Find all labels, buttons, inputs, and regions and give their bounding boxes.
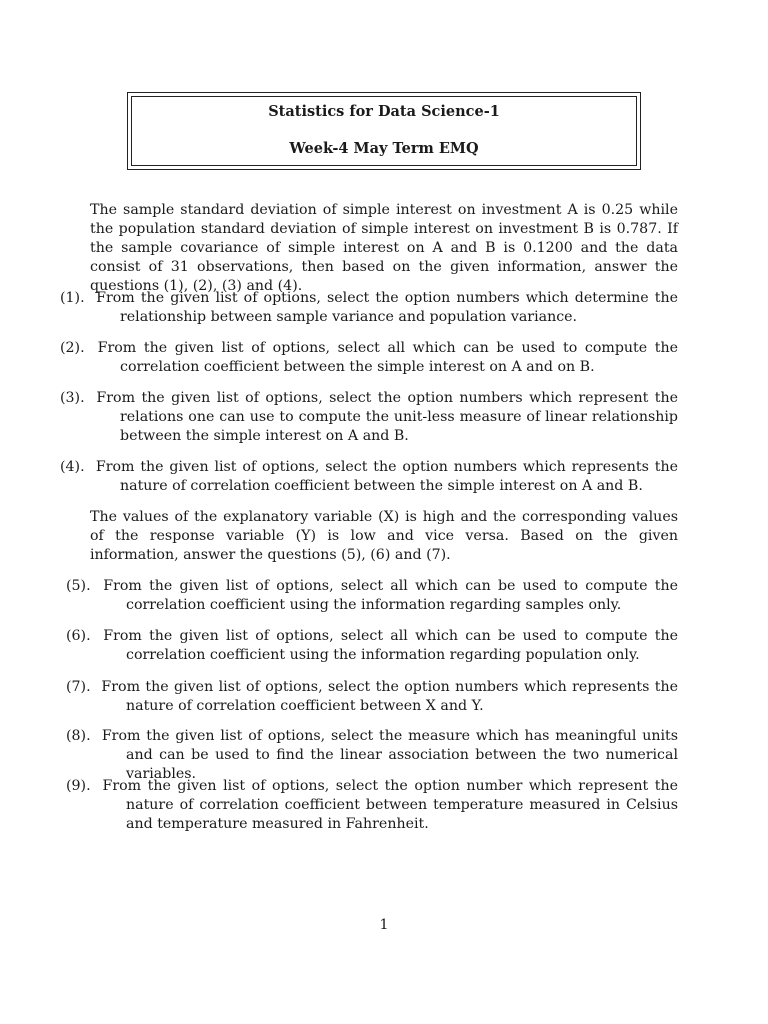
question-1: (1). From the given list of options, select the option numbers which determine the relationship between sample variance and population variance. — [60, 290, 678, 325]
question-text: From the given list of options, select the measure which has meaningful units and can be used to find the linear association between the two numerical variables. — [101, 728, 678, 782]
question-8: (8). From the given list of options, select the measure which has meaningful units and can be used to find the linear association between the two numerical variables. — [66, 728, 678, 782]
course-title: Statistics for Data Science-1 — [268, 103, 500, 120]
question-9: (9). From the given list of options, select the option number which represent the nature of correlation coefficient between temperature measured in Celsius and temperature measured in Fahrenheit. — [66, 778, 678, 832]
question-2: (2). From the given list of options, select all which can be used to compute the correlation coefficient between the simple interest on A and on B. — [60, 340, 679, 375]
question-text: From the given list of options, select all which can be used to compute the correlation coefficient using the information regarding samples only. — [103, 578, 678, 613]
question-6: (6). From the given list of options, select all which can be used to compute the correlation coefficient using the information regarding population only. — [66, 628, 678, 663]
question-text: From the given list of options, select all which can be used to compute the correlation coefficient using the information regarding population only. — [103, 628, 678, 663]
intro-paragraph-2: The values of the explanatory variable (X) is high and the corresponding values of the response variable (Y) is low and vice versa. Based on the given information, answer the questions (5), (6) and (7). — [90, 509, 678, 563]
question-5: (5). From the given list of options, select all which can be used to compute the correlation coefficient using the information regarding samples only. — [66, 578, 678, 613]
question-4: (4). From the given list of options, select the option numbers which represents the nature of correlation coefficient between the simple interest on A and B. — [60, 459, 678, 494]
question-text: From the given list of options, select all which can be used to compute the correlation coefficient between the simple interest on A and on B. — [97, 340, 679, 375]
question-text: From the given list of options, select the option number which represent the nature of correlation coefficient between temperature measured in Celsius and temperature measured in Fahrenheit. — [102, 778, 678, 832]
question-text: From the given list of options, select the option numbers which represents the nature of correlation coefficient between X and Y. — [101, 679, 679, 714]
question-text: From the given list of options, select the option numbers which represent the relations one can use to compute the unit-less measure of linear relationship between the simple interest on A and B. — [96, 390, 678, 444]
question-7: (7). From the given list of options, select the option numbers which represents the nature of correlation coefficient between X and Y. — [66, 679, 679, 714]
question-3: (3). From the given list of options, select the option numbers which represent the relations one can use to compute the unit-less measure of linear relationship between the simple interest on A and B. — [60, 390, 678, 444]
question-text: From the given list of options, select the option numbers which represents the nature of correlation coefficient between the simple interest on A and B. — [95, 459, 678, 494]
page-number: 1 — [379, 917, 389, 933]
exam-subtitle: Week-4 May Term EMQ — [289, 140, 479, 157]
title-box — [127, 92, 641, 170]
question-text: From the given list of options, select the option numbers which determine the relationship between sample variance and population variance. — [96, 290, 678, 325]
title-box-inner — [131, 96, 637, 166]
intro-paragraph-1: The sample standard deviation of simple interest on investment A is 0.25 while the population standard deviation of simple interest on investment B is 0.787. If the sample covariance of simple interest on A and B is 0.1200 and the data consist of 31 observations, then based on the given information, answer the questions (1), (2), (3) and (4). — [90, 202, 678, 294]
